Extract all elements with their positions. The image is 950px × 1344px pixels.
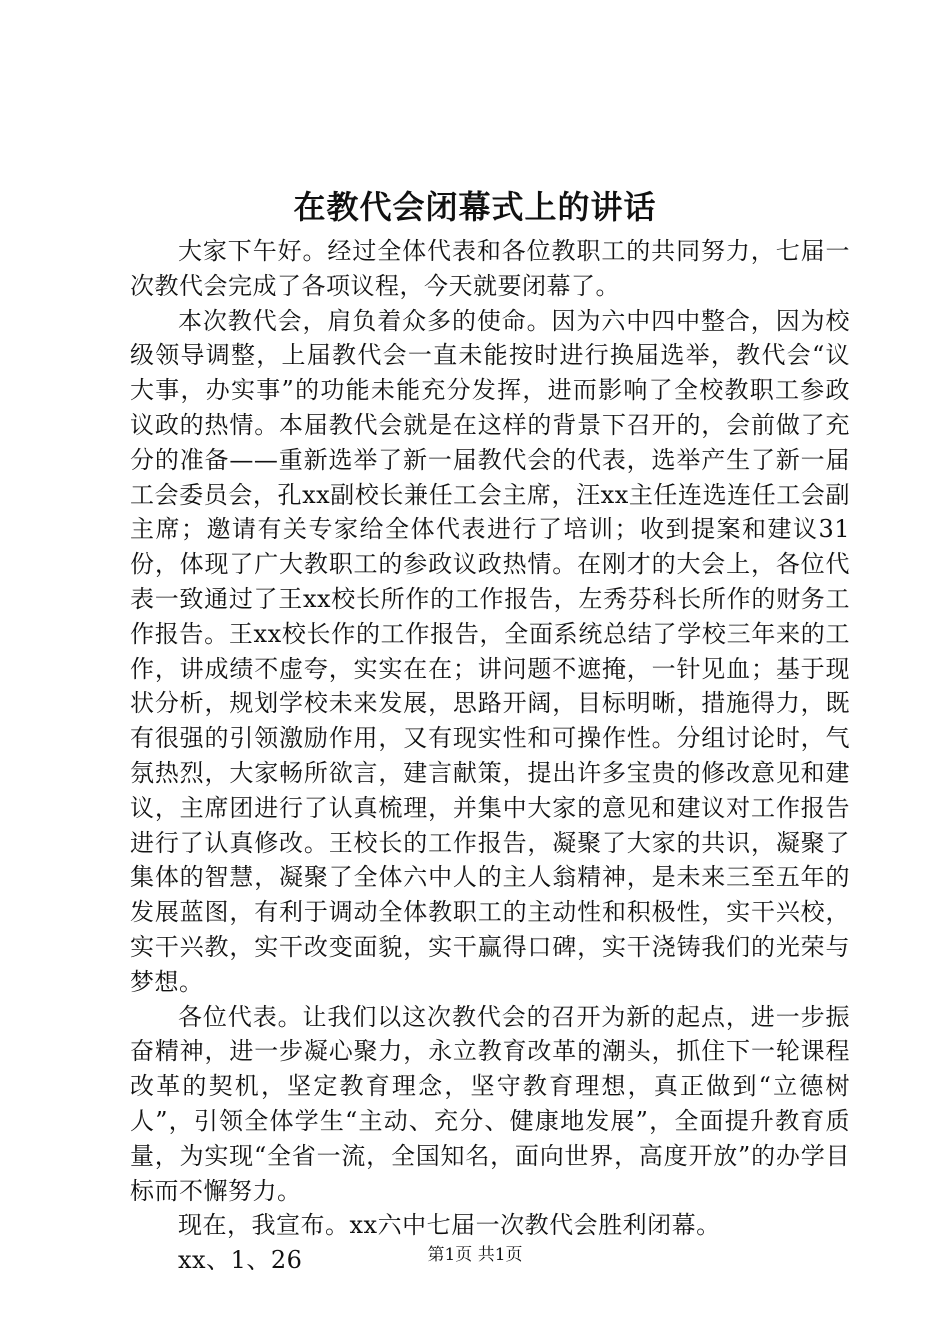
page-number-footer: 第1页 共1页 — [427, 1245, 523, 1265]
document-title: 在教代会闭幕式上的讲话 — [293, 188, 657, 226]
document-body — [130, 234, 850, 1278]
paragraph-closing-announcement: 现在，我宣布。xx六中七届一次教代会胜利闭幕。 — [178, 1211, 721, 1240]
paragraph-greeting: 大家下午好。经过全体代表和各位教职工的共同努力，七届一次教代会完成了各项议程，今天就要闭幕了。 — [130, 237, 850, 300]
paragraph-call-to-action: 各位代表。让我们以这次教代会的召开为新的起点，进一步振奋精神，进一步凝心聚力，永立教育改革的潮头，抓住下一轮课程改革的契机，坚定教育理念，坚守教育理想，真正做到“立德树人”，引领全体学生“主动、充分、健康地发展”，全面提升教育质量，为实现“全省一流，全国知名，面向世界，高度开放”的办学目标而不懈努力。 — [130, 1002, 850, 1205]
paragraph-review: 本次教代会，肩负着众多的使命。因为六中四中整合，因为校级领导调整，上届教代会一直未能按时进行换届选举，教代会“议大事，办实事”的功能未能充分发挥，进而影响了全校教职工参政议政的热情。本届教代会就是在这样的背景下召开的，会前做了充分的准备——重新选举了新一届教代会的代表，选举产生了新一届工会委员会，孔xx副校长兼任工会主席，汪xx主任连选连任工会副主席；邀请有关专家给全体代表进行了培训；收到提案和建议31份，体现了广大教职工的参政议政热情。在刚才的大会上，各位代表一致通过了王xx校长所作的工作报告，左秀芬科长所作的财务工作报告。王xx校长作的工作报告，全面系统总结了学校三年来的工作，讲成绩不虚夸，实实在在；讲问题不遮掩，一针见血；基于现状分析，规划学校未来发展，思路开阔，目标明晰，措施得力，既有很强的引领激励作用，又有现实性和可操作性。分组讨论时，气氛热烈，大家畅所欲言，建言献策，提出许多宝贵的修改意见和建议，主席团进行了认真梳理，并集中大家的意见和建议对工作报告进行了认真修改。王校长的工作报告，凝聚了大家的共识，凝聚了集体的智慧，凝聚了全体六中人的主人翁精神，是未来三至五年的发展蓝图，有利于调动全体教职工的主动性和积极性，实干兴校，实干兴教，实干改变面貌，实干赢得口碑，实干浇铸我们的光荣与梦想。 — [130, 306, 850, 996]
paragraph-date: xx、1、26 — [178, 1246, 303, 1275]
